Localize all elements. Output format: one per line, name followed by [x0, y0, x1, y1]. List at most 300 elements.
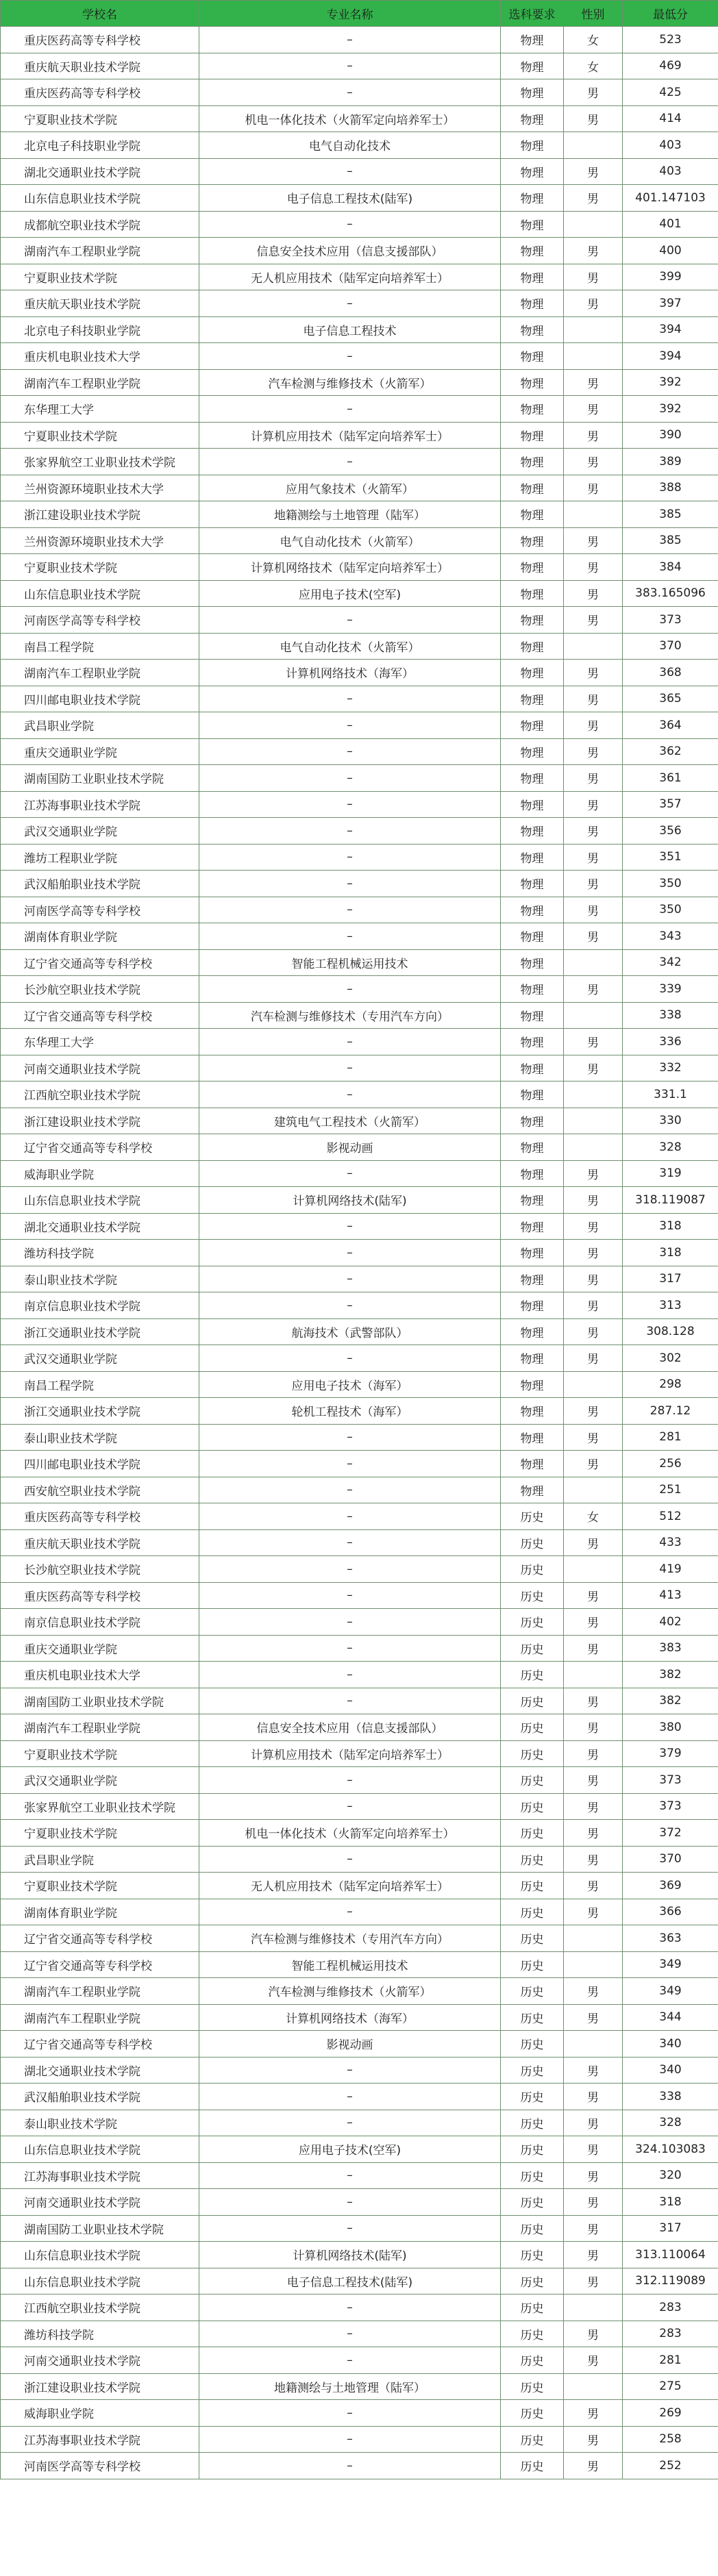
- cell-subject: 物理: [501, 316, 564, 343]
- cell-major: 地籍测绘与土地管理（陆军）: [199, 2373, 501, 2400]
- cell-subject: 物理: [501, 238, 564, 264]
- cell-school: 武汉船舶职业技术学院: [1, 2084, 199, 2110]
- cell-school: 江苏海事职业技术学院: [1, 2426, 199, 2453]
- cell-major: 机电一体化技术（火箭军定向培养军士）: [199, 1820, 501, 1847]
- cell-major: 汽车检测与维修技术（火箭军）: [199, 1978, 501, 2005]
- cell-gender: [564, 1002, 623, 1029]
- cell-subject: 历史: [501, 1635, 564, 1662]
- cell-major: –: [199, 1160, 501, 1187]
- table-row: [1, 1081, 718, 1108]
- cell-gender: [564, 1134, 623, 1161]
- table-row: [1, 1873, 718, 1899]
- cell-major: 计算机网络技术（海军）: [199, 660, 501, 686]
- cell-score: 401: [623, 211, 718, 238]
- cell-school: 湖南汽车工程职业学院: [1, 1714, 199, 1741]
- cell-major: –: [199, 1899, 501, 1925]
- cell-school: 宁夏职业技术学院: [1, 422, 199, 449]
- cell-subject: 历史: [501, 1767, 564, 1794]
- cell-score: 298: [623, 1371, 718, 1398]
- table-row: [1, 2426, 718, 2453]
- cell-school: 武汉交通职业学院: [1, 1767, 199, 1794]
- table-row: [1, 712, 718, 739]
- table-row: [1, 290, 718, 317]
- cell-gender: 男: [564, 2057, 623, 2084]
- cell-gender: 男: [564, 105, 623, 132]
- cell-subject: 历史: [501, 1529, 564, 1556]
- table-row: [1, 660, 718, 686]
- table-row: [1, 105, 718, 132]
- cell-gender: [564, 2294, 623, 2321]
- cell-score: 361: [623, 765, 718, 792]
- cell-score: 394: [623, 343, 718, 370]
- table-row: [1, 1714, 718, 1741]
- cell-gender: 男: [564, 1451, 623, 1477]
- table-row: [1, 501, 718, 528]
- cell-school: 浙江建设职业技术学院: [1, 1108, 199, 1134]
- cell-school: 重庆机电职业技术大学: [1, 1662, 199, 1688]
- cell-major: –: [199, 1213, 501, 1240]
- cell-gender: 男: [564, 369, 623, 396]
- cell-school: 宁夏职业技术学院: [1, 554, 199, 581]
- cell-gender: 男: [564, 1240, 623, 1266]
- cell-subject: 物理: [501, 185, 564, 212]
- cell-score: 313: [623, 1292, 718, 1319]
- cell-subject: 物理: [501, 949, 564, 976]
- cell-major: 计算机应用技术（陆军定向培养军士）: [199, 1740, 501, 1767]
- cell-major: –: [199, 2400, 501, 2427]
- table-row: [1, 2321, 718, 2347]
- cell-score: 357: [623, 791, 718, 818]
- cell-gender: 男: [564, 2110, 623, 2136]
- table-row: [1, 1925, 718, 1952]
- cell-major: –: [199, 1609, 501, 1636]
- cell-subject: 物理: [501, 1055, 564, 1081]
- cell-score: 379: [623, 1740, 718, 1767]
- table-row: [1, 1793, 718, 1820]
- cell-gender: 男: [564, 79, 623, 106]
- cell-gender: 男: [564, 1292, 623, 1319]
- cell-subject: 物理: [501, 264, 564, 290]
- cell-gender: 男: [564, 897, 623, 923]
- table-row: [1, 1820, 718, 1847]
- cell-major: 计算机应用技术（陆军定向培养军士）: [199, 422, 501, 449]
- cell-school: 湖北交通职业技术学院: [1, 1213, 199, 1240]
- table-row: [1, 2031, 718, 2058]
- cell-subject: 物理: [501, 1240, 564, 1266]
- table-row: [1, 2347, 718, 2374]
- cell-school: 湖南体育职业学院: [1, 1899, 199, 1925]
- cell-score: 313.110064: [623, 2242, 718, 2268]
- table-row: [1, 1688, 718, 1714]
- cell-subject: 物理: [501, 290, 564, 317]
- cell-school: 山东信息职业技术学院: [1, 2242, 199, 2268]
- cell-score: 392: [623, 396, 718, 423]
- cell-gender: 男: [564, 422, 623, 449]
- cell-score: 340: [623, 2031, 718, 2058]
- cell-gender: 男: [564, 1055, 623, 1081]
- cell-major: 无人机应用技术（陆军定向培养军士）: [199, 264, 501, 290]
- cell-score: 350: [623, 897, 718, 923]
- cell-school: 湖北交通职业技术学院: [1, 158, 199, 185]
- cell-score: 320: [623, 2162, 718, 2189]
- cell-subject: 历史: [501, 1740, 564, 1767]
- cell-gender: 男: [564, 1029, 623, 1055]
- cell-gender: 男: [564, 1767, 623, 1794]
- cell-school: 武昌职业学院: [1, 712, 199, 739]
- cell-subject: 物理: [501, 976, 564, 1003]
- cell-school: 湖南汽车工程职业学院: [1, 660, 199, 686]
- cell-gender: 男: [564, 1424, 623, 1451]
- table-row: [1, 1002, 718, 1029]
- cell-score: 401.147103: [623, 185, 718, 212]
- cell-subject: 历史: [501, 2084, 564, 2110]
- table-row: [1, 1240, 718, 1266]
- cell-major: –: [199, 1424, 501, 1451]
- cell-subject: 历史: [501, 1820, 564, 1847]
- cell-score: 419: [623, 1556, 718, 1583]
- table-row: [1, 475, 718, 501]
- cell-subject: 历史: [501, 2031, 564, 2058]
- table-row: [1, 2373, 718, 2400]
- cell-school: 河南医学高等专科学校: [1, 897, 199, 923]
- cell-score: 328: [623, 2110, 718, 2136]
- table-row: [1, 923, 718, 950]
- cell-score: 385: [623, 527, 718, 554]
- cell-gender: 男: [564, 1345, 623, 1372]
- cell-major: –: [199, 1635, 501, 1662]
- cell-gender: [564, 211, 623, 238]
- cell-gender: 男: [564, 2242, 623, 2268]
- cell-gender: 男: [564, 475, 623, 501]
- table-row: [1, 1662, 718, 1688]
- cell-score: 523: [623, 27, 718, 53]
- cell-gender: 男: [564, 607, 623, 634]
- cell-score: 469: [623, 53, 718, 79]
- cell-school: 湖南汽车工程职业学院: [1, 2004, 199, 2031]
- table-row: [1, 2136, 718, 2163]
- table-row: [1, 1266, 718, 1292]
- cell-subject: 物理: [501, 527, 564, 554]
- cell-major: –: [199, 158, 501, 185]
- cell-score: 318: [623, 1213, 718, 1240]
- cell-school: 东华理工大学: [1, 1029, 199, 1055]
- cell-score: 356: [623, 818, 718, 845]
- cell-major: –: [199, 1846, 501, 1873]
- cell-score: 397: [623, 290, 718, 317]
- cell-score: 338: [623, 2084, 718, 2110]
- cell-score: 414: [623, 105, 718, 132]
- table-row: [1, 2268, 718, 2294]
- cell-score: 366: [623, 1899, 718, 1925]
- cell-score: 283: [623, 2294, 718, 2321]
- cell-subject: 历史: [501, 2004, 564, 2031]
- cell-subject: 物理: [501, 132, 564, 159]
- cell-school: 南昌工程学院: [1, 633, 199, 660]
- cell-gender: 男: [564, 844, 623, 871]
- cell-gender: 男: [564, 1266, 623, 1292]
- cell-score: 302: [623, 1345, 718, 1372]
- cell-gender: 男: [564, 976, 623, 1003]
- table-row: [1, 1160, 718, 1187]
- cell-gender: [564, 1108, 623, 1134]
- cell-major: –: [199, 844, 501, 871]
- cell-major: 电子信息工程技术: [199, 316, 501, 343]
- cell-major: –: [199, 396, 501, 423]
- cell-school: 山东信息职业技术学院: [1, 1187, 199, 1214]
- cell-gender: 男: [564, 923, 623, 950]
- cell-subject: 历史: [501, 1899, 564, 1925]
- cell-subject: 历史: [501, 1582, 564, 1609]
- cell-gender: 男: [564, 1846, 623, 1873]
- cell-subject: 物理: [501, 1160, 564, 1187]
- cell-gender: 男: [564, 1688, 623, 1714]
- cell-gender: [564, 501, 623, 528]
- cell-gender: [564, 1556, 623, 1583]
- cell-subject: 物理: [501, 897, 564, 923]
- cell-score: 394: [623, 316, 718, 343]
- cell-subject: 物理: [501, 475, 564, 501]
- cell-gender: 男: [564, 1978, 623, 2005]
- cell-subject: 历史: [501, 1688, 564, 1714]
- cell-subject: 历史: [501, 2321, 564, 2347]
- cell-major: –: [199, 1292, 501, 1319]
- table-row: [1, 316, 718, 343]
- table-row: [1, 2110, 718, 2136]
- cell-school: 兰州资源环境职业技术大学: [1, 527, 199, 554]
- cell-gender: 男: [564, 2215, 623, 2242]
- cell-score: 363: [623, 1925, 718, 1952]
- cell-subject: 物理: [501, 844, 564, 871]
- cell-school: 四川邮电职业技术学院: [1, 686, 199, 712]
- cell-gender: 男: [564, 1160, 623, 1187]
- cell-major: –: [199, 607, 501, 634]
- cell-score: 281: [623, 1424, 718, 1451]
- cell-score: 370: [623, 633, 718, 660]
- cell-subject: 历史: [501, 1925, 564, 1952]
- cell-score: 362: [623, 738, 718, 765]
- cell-subject: 历史: [501, 2400, 564, 2427]
- cell-gender: 男: [564, 1187, 623, 1214]
- table-row: [1, 1318, 718, 1345]
- cell-subject: 历史: [501, 1951, 564, 1978]
- cell-school: 北京电子科技职业学院: [1, 316, 199, 343]
- cell-score: 318.119087: [623, 1187, 718, 1214]
- cell-major: –: [199, 1029, 501, 1055]
- cell-subject: 物理: [501, 1345, 564, 1372]
- cell-school: 重庆航天职业技术学院: [1, 1529, 199, 1556]
- cell-gender: 男: [564, 396, 623, 423]
- cell-score: 383.165096: [623, 580, 718, 607]
- cell-school: 泰山职业技术学院: [1, 2110, 199, 2136]
- table-row: [1, 449, 718, 475]
- table-row: [1, 1635, 718, 1662]
- cell-major: –: [199, 1266, 501, 1292]
- cell-major: –: [199, 1793, 501, 1820]
- table-row: [1, 1134, 718, 1161]
- cell-score: 269: [623, 2400, 718, 2427]
- cell-school: 重庆航天职业技术学院: [1, 53, 199, 79]
- cell-score: 331.1: [623, 1081, 718, 1108]
- header-score: 最低分: [623, 1, 718, 27]
- table-row: [1, 343, 718, 370]
- cell-score: 332: [623, 1055, 718, 1081]
- cell-subject: 物理: [501, 27, 564, 53]
- cell-subject: 物理: [501, 1134, 564, 1161]
- cell-major: –: [199, 818, 501, 845]
- cell-major: 电子信息工程技术(陆军): [199, 185, 501, 212]
- cell-score: 373: [623, 607, 718, 634]
- cell-major: –: [199, 738, 501, 765]
- cell-subject: 历史: [501, 1793, 564, 1820]
- cell-school: 南昌工程学院: [1, 1371, 199, 1398]
- cell-school: 武昌职业学院: [1, 1846, 199, 1873]
- cell-school: 威海职业学院: [1, 2400, 199, 2427]
- cell-subject: 历史: [501, 1556, 564, 1583]
- cell-score: 344: [623, 2004, 718, 2031]
- table-row: [1, 53, 718, 79]
- cell-gender: 男: [564, 1582, 623, 1609]
- cell-gender: 男: [564, 2136, 623, 2163]
- cell-major: 应用电子技术(空军): [199, 2136, 501, 2163]
- cell-subject: 物理: [501, 712, 564, 739]
- table-row: [1, 1951, 718, 1978]
- cell-subject: 物理: [501, 554, 564, 581]
- cell-score: 373: [623, 1793, 718, 1820]
- cell-school: 重庆交通职业学院: [1, 1635, 199, 1662]
- table-row: [1, 1345, 718, 1372]
- table-row: [1, 738, 718, 765]
- cell-gender: 男: [564, 1529, 623, 1556]
- cell-major: 电气自动化技术（火箭军）: [199, 527, 501, 554]
- table-row: [1, 2453, 718, 2479]
- cell-major: –: [199, 449, 501, 475]
- cell-school: 武汉交通职业学院: [1, 818, 199, 845]
- cell-school: 辽宁省交通高等专科学校: [1, 1925, 199, 1952]
- cell-score: 342: [623, 949, 718, 976]
- cell-subject: 历史: [501, 1978, 564, 2005]
- cell-subject: 历史: [501, 1846, 564, 1873]
- cell-school: 武汉船舶职业技术学院: [1, 871, 199, 897]
- cell-gender: 男: [564, 1899, 623, 1925]
- cell-gender: 男: [564, 1714, 623, 1741]
- cell-major: 应用电子技术（海军）: [199, 1371, 501, 1398]
- table-row: [1, 1292, 718, 1319]
- cell-score: 369: [623, 1873, 718, 1899]
- cell-major: –: [199, 765, 501, 792]
- cell-score: 339: [623, 976, 718, 1003]
- cell-school: 浙江建设职业技术学院: [1, 2373, 199, 2400]
- cell-major: –: [199, 923, 501, 950]
- cell-major: –: [199, 1345, 501, 1372]
- cell-major: 汽车检测与维修技术（专用汽车方向）: [199, 1925, 501, 1952]
- cell-score: 400: [623, 238, 718, 264]
- cell-major: –: [199, 1477, 501, 1503]
- cell-major: 建筑电气工程技术（火箭军）: [199, 1108, 501, 1134]
- cell-school: 辽宁省交通高等专科学校: [1, 949, 199, 976]
- table-row: [1, 1477, 718, 1503]
- cell-gender: 女: [564, 53, 623, 79]
- cell-major: 轮机工程技术（海军）: [199, 1398, 501, 1425]
- table-row: [1, 844, 718, 871]
- cell-score: 343: [623, 923, 718, 950]
- table-row: [1, 949, 718, 976]
- cell-score: 281: [623, 2347, 718, 2374]
- cell-major: 汽车检测与维修技术（火箭军）: [199, 369, 501, 396]
- cell-school: 湖南汽车工程职业学院: [1, 369, 199, 396]
- cell-gender: 女: [564, 27, 623, 53]
- cell-school: 潍坊科技学院: [1, 1240, 199, 1266]
- cell-major: –: [199, 1081, 501, 1108]
- cell-major: 计算机网络技术（海军）: [199, 2004, 501, 2031]
- cell-score: 308.128: [623, 1318, 718, 1345]
- cell-gender: [564, 2373, 623, 2400]
- cell-school: 河南交通职业技术学院: [1, 2347, 199, 2374]
- cell-school: 南京信息职业技术学院: [1, 1609, 199, 1636]
- table-row: [1, 1029, 718, 1055]
- cell-score: 388: [623, 475, 718, 501]
- cell-major: 智能工程机械运用技术: [199, 949, 501, 976]
- cell-score: 351: [623, 844, 718, 871]
- cell-gender: 男: [564, 2400, 623, 2427]
- table-row: [1, 580, 718, 607]
- cell-score: 380: [623, 1714, 718, 1741]
- table-row: [1, 27, 718, 53]
- cell-gender: [564, 1081, 623, 1108]
- cell-score: 425: [623, 79, 718, 106]
- cell-subject: 历史: [501, 2057, 564, 2084]
- cell-score: 340: [623, 2057, 718, 2084]
- cell-score: 403: [623, 132, 718, 159]
- cell-subject: 物理: [501, 1424, 564, 1451]
- cell-school: 张家界航空工业职业技术学院: [1, 449, 199, 475]
- table-row: [1, 686, 718, 712]
- cell-major: 应用电子技术(空军): [199, 580, 501, 607]
- cell-subject: 物理: [501, 1213, 564, 1240]
- cell-school: 长沙航空职业技术学院: [1, 976, 199, 1003]
- cell-school: 宁夏职业技术学院: [1, 264, 199, 290]
- cell-subject: 历史: [501, 2189, 564, 2216]
- cell-major: –: [199, 1240, 501, 1266]
- table-row: [1, 132, 718, 159]
- cell-gender: 男: [564, 791, 623, 818]
- cell-gender: 男: [564, 2347, 623, 2374]
- cell-score: 287.12: [623, 1398, 718, 1425]
- cell-subject: 物理: [501, 449, 564, 475]
- cell-score: 324.103083: [623, 2136, 718, 2163]
- cell-subject: 物理: [501, 105, 564, 132]
- cell-school: 威海职业学院: [1, 1160, 199, 1187]
- table-row: [1, 1398, 718, 1425]
- table-row: [1, 2162, 718, 2189]
- cell-school: 潍坊工程职业学院: [1, 844, 199, 871]
- cell-score: 385: [623, 501, 718, 528]
- header-subject: 选科要求: [501, 1, 564, 27]
- cell-major: –: [199, 1556, 501, 1583]
- table-row: [1, 1767, 718, 1794]
- cell-score: 382: [623, 1688, 718, 1714]
- table-row: [1, 607, 718, 634]
- cell-subject: 历史: [501, 2242, 564, 2268]
- cell-gender: 男: [564, 554, 623, 581]
- cell-gender: 男: [564, 2268, 623, 2294]
- cell-school: 江苏海事职业技术学院: [1, 791, 199, 818]
- cell-score: 318: [623, 1240, 718, 1266]
- table-row: [1, 1187, 718, 1214]
- cell-school: 重庆医药高等专科学校: [1, 1503, 199, 1530]
- cell-score: 364: [623, 712, 718, 739]
- cell-school: 山东信息职业技术学院: [1, 580, 199, 607]
- cell-gender: 男: [564, 185, 623, 212]
